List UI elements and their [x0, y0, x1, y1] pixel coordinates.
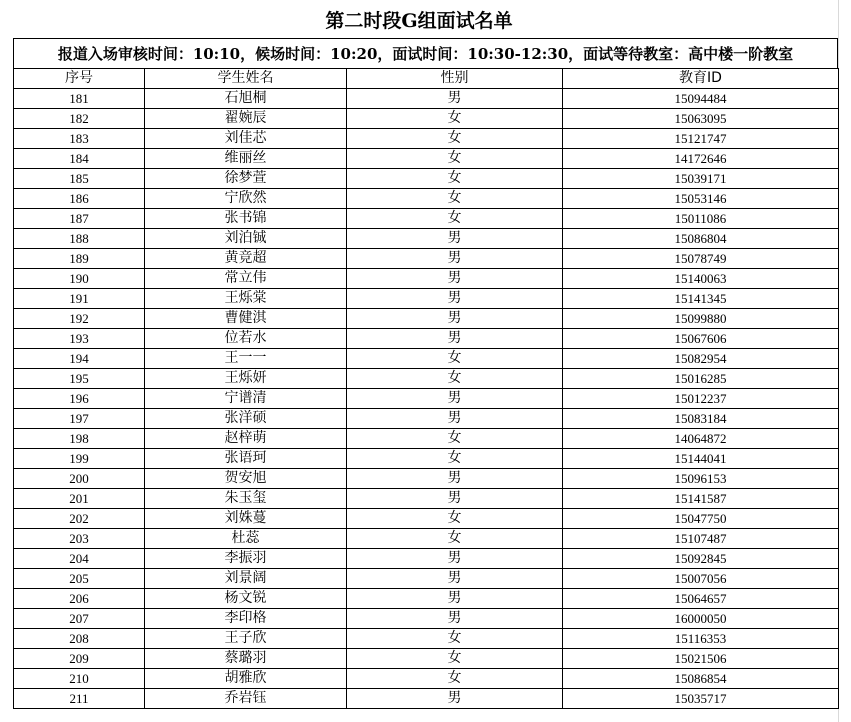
cell-index[interactable]: 199 [14, 449, 145, 469]
cell-index[interactable]: 204 [14, 549, 145, 569]
cell-gender[interactable]: 女 [347, 169, 563, 189]
cell-student-name[interactable]: 张语珂 [145, 449, 347, 469]
cell-edu-id[interactable]: 15086854 [563, 669, 839, 689]
cell-student-name[interactable]: 李振羽 [145, 549, 347, 569]
cell-gender[interactable]: 男 [347, 329, 563, 349]
table-row [14, 669, 839, 689]
table-row [14, 429, 839, 449]
header-row [14, 69, 839, 89]
cell-gender[interactable]: 男 [347, 609, 563, 629]
cell-edu-id[interactable]: 15083184 [563, 409, 839, 429]
cell-edu-id[interactable]: 15021506 [563, 649, 839, 669]
cell-student-name[interactable]: 李印格 [145, 609, 347, 629]
cell-edu-id[interactable]: 15047750 [563, 509, 839, 529]
cell-gender[interactable]: 女 [347, 109, 563, 129]
table-row [14, 249, 839, 269]
cell-gender[interactable]: 女 [347, 369, 563, 389]
sheet-title: 第二时段G组面试名单 [325, 9, 513, 32]
cell-index[interactable]: 198 [14, 429, 145, 449]
cell-index[interactable]: 186 [14, 189, 145, 209]
cell-student-name[interactable]: 宁欣然 [145, 189, 347, 209]
cell-index[interactable]: 182 [14, 109, 145, 129]
cell-student-name[interactable]: 张书锦 [145, 209, 347, 229]
cell-index[interactable]: 187 [14, 209, 145, 229]
student-list-table [13, 68, 839, 709]
cell-student-name[interactable]: 张洋硕 [145, 409, 347, 429]
cell-student-name[interactable]: 常立伟 [145, 269, 347, 289]
cell-gender[interactable]: 男 [347, 289, 563, 309]
cell-gender[interactable]: 男 [347, 269, 563, 289]
cell-edu-id[interactable]: 15092845 [563, 549, 839, 569]
cell-student-name[interactable]: 王一一 [145, 349, 347, 369]
cell-gender[interactable]: 女 [347, 349, 563, 369]
cell-gender[interactable]: 男 [347, 589, 563, 609]
cell-gender[interactable]: 男 [347, 689, 563, 709]
cell-index[interactable]: 203 [14, 529, 145, 549]
cell-edu-id[interactable]: 15121747 [563, 129, 839, 149]
cell-edu-id[interactable]: 15094484 [563, 89, 839, 109]
cell-gender[interactable]: 女 [347, 189, 563, 209]
cell-gender[interactable]: 女 [347, 129, 563, 149]
cell-student-name[interactable]: 黄竞超 [145, 249, 347, 269]
table-row [14, 189, 839, 209]
table-row [14, 649, 839, 669]
cell-gender[interactable]: 男 [347, 409, 563, 429]
cell-student-name[interactable]: 刘泊铖 [145, 229, 347, 249]
table-row [14, 689, 839, 709]
cell-gender[interactable]: 女 [347, 449, 563, 469]
table-row [14, 229, 839, 249]
cell-gender[interactable]: 女 [347, 629, 563, 649]
cell-edu-id[interactable]: 14064872 [563, 429, 839, 449]
cell-student-name[interactable]: 刘姝蔓 [145, 509, 347, 529]
cell-gender[interactable]: 男 [347, 249, 563, 269]
cell-index[interactable]: 200 [14, 469, 145, 489]
table-row [14, 529, 839, 549]
table-row [14, 369, 839, 389]
cell-edu-id[interactable]: 15064657 [563, 589, 839, 609]
schedule-notice: 报道入场审核时间：10:10，候场时间：10:20，面试时间：10:30-12:30，面试等待教室：高中楼一阶教室 [13, 38, 838, 68]
cell-student-name[interactable]: 蔡璐羽 [145, 649, 347, 669]
cell-edu-id[interactable]: 15107487 [563, 529, 839, 549]
cell-index[interactable]: 211 [14, 689, 145, 709]
cell-index[interactable]: 191 [14, 289, 145, 309]
table-row [14, 109, 839, 129]
cell-index[interactable]: 209 [14, 649, 145, 669]
col-header-edu-id[interactable]: 教育ID [563, 69, 839, 89]
cell-edu-id[interactable]: 15141587 [563, 489, 839, 509]
table-row [14, 589, 839, 609]
cell-index[interactable]: 181 [14, 89, 145, 109]
cell-student-name[interactable]: 徐梦萱 [145, 169, 347, 189]
cell-student-name[interactable]: 杨文锐 [145, 589, 347, 609]
table-row [14, 569, 839, 589]
cell-edu-id[interactable]: 15012237 [563, 389, 839, 409]
col-header-index[interactable]: 序号 [14, 69, 145, 89]
cell-gender[interactable]: 女 [347, 669, 563, 689]
table-row [14, 409, 839, 429]
cell-edu-id[interactable]: 15063095 [563, 109, 839, 129]
cell-index[interactable]: 201 [14, 489, 145, 509]
table-row [14, 209, 839, 229]
table-row [14, 609, 839, 629]
table-row [14, 469, 839, 489]
cell-student-name[interactable]: 刘景阔 [145, 569, 347, 589]
table-row [14, 629, 839, 649]
cell-edu-id[interactable]: 15039171 [563, 169, 839, 189]
cell-index[interactable]: 202 [14, 509, 145, 529]
cell-student-name[interactable]: 王烁棠 [145, 289, 347, 309]
cell-edu-id[interactable]: 15016285 [563, 369, 839, 389]
cell-index[interactable]: 185 [14, 169, 145, 189]
cell-edu-id[interactable]: 15053146 [563, 189, 839, 209]
cell-gender[interactable]: 男 [347, 89, 563, 109]
cell-index[interactable]: 206 [14, 589, 145, 609]
cell-edu-id[interactable]: 15099880 [563, 309, 839, 329]
cell-gender[interactable]: 男 [347, 489, 563, 509]
cell-index[interactable]: 183 [14, 129, 145, 149]
cell-index[interactable]: 208 [14, 629, 145, 649]
cell-index[interactable]: 205 [14, 569, 145, 589]
cell-gender[interactable]: 男 [347, 469, 563, 489]
cell-student-name[interactable]: 石旭桐 [145, 89, 347, 109]
col-header-name[interactable]: 学生姓名 [145, 69, 347, 89]
cell-edu-id[interactable]: 15144041 [563, 449, 839, 469]
cell-index[interactable]: 190 [14, 269, 145, 289]
cell-index[interactable]: 192 [14, 309, 145, 329]
cell-gender[interactable]: 男 [347, 389, 563, 409]
cell-index[interactable]: 193 [14, 329, 145, 349]
cell-index[interactable]: 188 [14, 229, 145, 249]
table-row [14, 309, 839, 329]
cell-edu-id[interactable]: 16000050 [563, 609, 839, 629]
cell-student-name[interactable]: 位若水 [145, 329, 347, 349]
cell-gender[interactable]: 女 [347, 149, 563, 169]
cell-index[interactable]: 189 [14, 249, 145, 269]
cell-edu-id[interactable]: 15007056 [563, 569, 839, 589]
cell-student-name[interactable]: 王烁妍 [145, 369, 347, 389]
cell-student-name[interactable]: 杜蕊 [145, 529, 347, 549]
table-row [14, 509, 839, 529]
cell-student-name[interactable]: 维丽丝 [145, 149, 347, 169]
table-row [14, 169, 839, 189]
cell-student-name[interactable]: 胡雅欣 [145, 669, 347, 689]
table-row [14, 129, 839, 149]
cell-index[interactable]: 196 [14, 389, 145, 409]
cell-student-name[interactable]: 赵梓萌 [145, 429, 347, 449]
cell-student-name[interactable]: 王子欣 [145, 629, 347, 649]
cell-edu-id[interactable]: 15011086 [563, 209, 839, 229]
cell-gender[interactable]: 女 [347, 429, 563, 449]
cell-gender[interactable]: 女 [347, 529, 563, 549]
cell-edu-id[interactable]: 15086804 [563, 229, 839, 249]
cell-gender[interactable]: 女 [347, 209, 563, 229]
table-row [14, 329, 839, 349]
cell-index[interactable]: 210 [14, 669, 145, 689]
cell-edu-id[interactable]: 15067606 [563, 329, 839, 349]
cell-index[interactable]: 195 [14, 369, 145, 389]
cell-edu-id[interactable]: 15140063 [563, 269, 839, 289]
cell-edu-id[interactable]: 15078749 [563, 249, 839, 269]
table-row [14, 389, 839, 409]
cell-edu-id[interactable]: 15082954 [563, 349, 839, 369]
cell-edu-id[interactable]: 15116353 [563, 629, 839, 649]
cell-index[interactable]: 207 [14, 609, 145, 629]
cell-student-name[interactable]: 曹健淇 [145, 309, 347, 329]
table-row [14, 449, 839, 469]
cell-student-name[interactable]: 翟婉辰 [145, 109, 347, 129]
cell-index[interactable]: 194 [14, 349, 145, 369]
cell-edu-id[interactable]: 14172646 [563, 149, 839, 169]
col-header-gender[interactable]: 性别 [347, 69, 563, 89]
cell-gender[interactable]: 女 [347, 649, 563, 669]
table-row [14, 269, 839, 289]
cell-student-name[interactable]: 刘佳芯 [145, 129, 347, 149]
cell-student-name[interactable]: 宁谱清 [145, 389, 347, 409]
cell-student-name[interactable]: 朱玉玺 [145, 489, 347, 509]
cell-edu-id[interactable]: 15035717 [563, 689, 839, 709]
cell-gender[interactable]: 男 [347, 569, 563, 589]
cell-index[interactable]: 184 [14, 149, 145, 169]
cell-student-name[interactable]: 乔岩钰 [145, 689, 347, 709]
table-row [14, 149, 839, 169]
table-row [14, 89, 839, 109]
cell-gender[interactable]: 男 [347, 229, 563, 249]
cell-gender[interactable]: 女 [347, 509, 563, 529]
cell-edu-id[interactable]: 15141345 [563, 289, 839, 309]
cell-gender[interactable]: 男 [347, 309, 563, 329]
cell-gender[interactable]: 男 [347, 549, 563, 569]
table-row [14, 349, 839, 369]
cell-edu-id[interactable]: 15096153 [563, 469, 839, 489]
table-row [14, 489, 839, 509]
table-row [14, 289, 839, 309]
table-row [14, 549, 839, 569]
cell-index[interactable]: 197 [14, 409, 145, 429]
cell-student-name[interactable]: 贺安旭 [145, 469, 347, 489]
